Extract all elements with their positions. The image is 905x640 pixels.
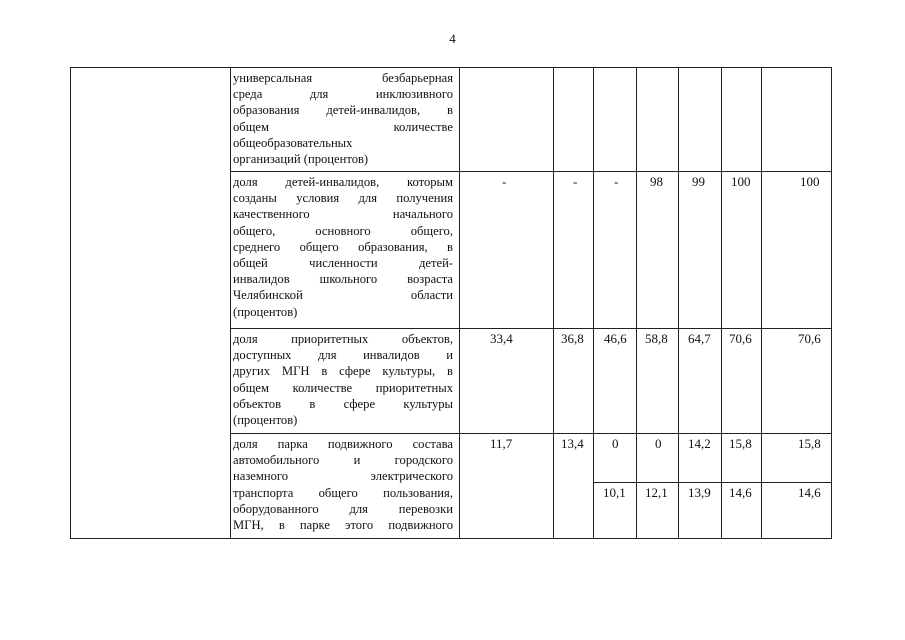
value-cell: 99 [692, 174, 705, 189]
table-border-left [70, 67, 71, 539]
col-divider [230, 67, 231, 539]
value-cell: 14,6 [729, 485, 752, 500]
col-divider [593, 67, 594, 539]
value-cell: 0 [655, 436, 662, 451]
col-divider [459, 67, 460, 539]
indicator-description: доля приоритетных объектов, доступных для инвалидов и других МГН в сфере культуры, в общем количестве приоритетных объектов в сфере культуры (процентов) [233, 332, 453, 428]
value-cell: 15,8 [729, 436, 752, 451]
col-divider [636, 67, 637, 539]
value-cell: 33,4 [490, 331, 513, 346]
value-cell: 12,1 [645, 485, 668, 500]
col-divider [761, 67, 762, 539]
value-cell: 64,7 [688, 331, 711, 346]
indicator-description: доля парка подвижного состава автомобильного и городского наземного электрического транспорта общего пользования, оборудованного для перевозки МГН, в парке этого подвижного [233, 437, 453, 533]
row-divider [230, 328, 832, 329]
value-cell: 70,6 [729, 331, 752, 346]
value-cell: 14,6 [798, 485, 821, 500]
subrow-divider [593, 482, 832, 483]
value-cell: 58,8 [645, 331, 668, 346]
value-cell: 15,8 [798, 436, 821, 451]
indicators-table [70, 67, 832, 539]
value-cell: - [573, 174, 578, 189]
value-cell: 13,9 [688, 485, 711, 500]
value-cell: 100 [731, 174, 751, 189]
col-divider [721, 67, 722, 539]
value-cell: 0 [612, 436, 619, 451]
table-border-top [70, 67, 832, 68]
row-divider [230, 171, 832, 172]
table-border-right [831, 67, 832, 539]
value-cell: - [502, 174, 507, 189]
indicator-description: универсальная безбарьерная среда для инклюзивного образования детей-инвалидов, в общем количестве общеобразовательных организаций (процентов) [233, 71, 453, 167]
page-number: 4 [449, 31, 456, 46]
value-cell: 36,8 [561, 331, 584, 346]
value-cell: 14,2 [688, 436, 711, 451]
table-border-bottom [70, 538, 832, 539]
col-divider [678, 67, 679, 539]
value-cell: 46,6 [604, 331, 627, 346]
value-cell: 100 [800, 174, 820, 189]
value-cell: - [614, 174, 619, 189]
value-cell: 70,6 [798, 331, 821, 346]
value-cell: 13,4 [561, 436, 584, 451]
row-divider [230, 433, 832, 434]
value-cell: 98 [650, 174, 663, 189]
indicator-description: доля детей-инвалидов, которым созданы условия для получения качественного начального общего, основного общего, среднего общего образования, в общей численности детей- инвалидов школьного возраста Челябинской области (процентов) [233, 175, 453, 319]
value-cell: 10,1 [603, 485, 626, 500]
col-divider [553, 67, 554, 539]
value-cell: 11,7 [490, 436, 513, 451]
